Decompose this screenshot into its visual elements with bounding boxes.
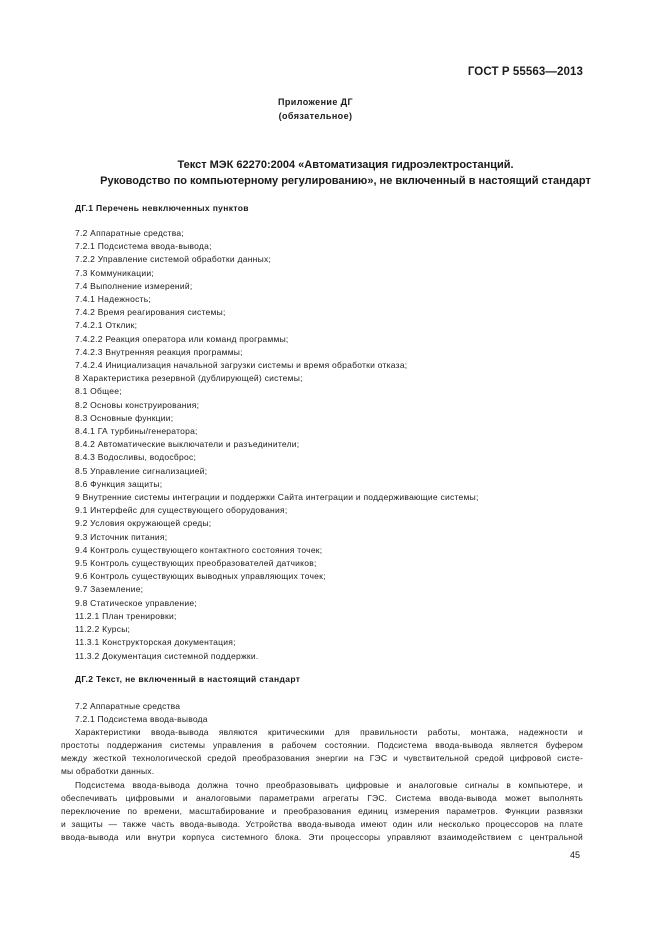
subsection-heading: 7.2.1 Подсистема ввода-вывода	[75, 714, 208, 725]
page-number: 45	[570, 850, 581, 860]
list-item: 8.5 Управление сигнализацией;	[75, 465, 208, 476]
appendix-header	[0, 95, 631, 123]
paragraph	[61, 726, 583, 778]
list-item: 8.4.2 Автоматические выключатели и разъединители;	[75, 439, 300, 450]
document-title	[60, 157, 631, 189]
title-line-2: Руководство по компьютерному регулированию», не включенный в настоящий стандарт	[100, 175, 591, 187]
list-item: 9.7 Заземление;	[75, 584, 144, 595]
list-item: 8.1 Общее;	[75, 386, 122, 397]
paragraph-line: ввода-вывода или внутри корпуса системного блока. Эти процессоры управляют взаимодействием с центральной	[61, 831, 583, 842]
list-item: 9 Внутренние системы интеграции и поддержки Сайта интеграции и поддерживающие системы;	[75, 492, 479, 503]
list-item: 7.4.2.2 Реакция оператора или команд программы;	[75, 333, 289, 344]
list-item: 9.1 Интерфейс для существующего оборудования;	[75, 505, 288, 516]
list-item: 8.3 Основные функции;	[75, 412, 174, 423]
paragraph-line: между жесткой технологической средой преобразования энергии на ГЭС и чувствительной средой цифровой систе-	[61, 753, 583, 764]
section-2-body	[61, 700, 583, 844]
list-item: 11.2.2 Курсы;	[75, 624, 131, 635]
paragraph-line: и защиты — также часть ввода-вывода. Устройства ввода-вывода имеют один или несколько процессоров на плате	[61, 818, 583, 829]
list-item: 11.2.1 План тренировки;	[75, 610, 177, 621]
list-item: 7.2.1 Подсистема ввода-вывода;	[75, 241, 212, 252]
appendix-note: (обязательное)	[278, 111, 353, 121]
list-item: 9.5 Контроль существующих преобразователей датчиков;	[75, 558, 317, 569]
list-item: 8.2 Основы конструирования;	[75, 399, 200, 410]
standard-number: ГОСТ Р 55563—2013	[467, 66, 583, 78]
excluded-items-list	[75, 227, 479, 663]
list-item: 8.6 Функция защиты;	[75, 478, 163, 489]
section-heading-2: ДГ.2 Текст, не включенный в настоящий стандарт	[75, 674, 301, 684]
list-item: 7.2 Аппаратные средства;	[75, 228, 184, 238]
paragraph-line: простоты поддержания системы управления в рабочем состоянии. Подсистема ввода-вывода является буфером	[61, 740, 583, 751]
paragraph-line: переключение по времени, масштабирование и преобразования единиц измерения параметров. Функции развязки	[61, 805, 583, 816]
list-item: 7.4.1 Надежность;	[75, 294, 152, 305]
section-heading-1: ДГ.1 Перечень невключенных пунктов	[75, 203, 249, 213]
list-item: 7.4.2.1 Отклик;	[75, 320, 138, 331]
paragraph-line: Подсистема ввода-вывода должна точно преобразовывать цифровые и аналоговые сигналы в компьютере, и	[75, 779, 583, 790]
list-item: 9.3 Источник питания;	[75, 531, 168, 542]
list-item: 7.3 Коммуникации;	[75, 267, 154, 278]
paragraph-line: обеспечивать цифровыми и аналоговыми параметрами агрегаты ГЭС. Система ввода-вывода может выполнять	[61, 792, 583, 803]
list-item: 7.4.2 Время реагирования системы;	[75, 307, 226, 318]
list-item: 9.8 Статическое управление;	[75, 597, 197, 608]
list-item: 7.4 Выполнение измерений;	[75, 280, 193, 291]
list-item: 8.4.1 ГА турбины/генератора;	[75, 426, 198, 437]
appendix-title: Приложение ДГ	[278, 97, 353, 107]
paragraph-line: Характеристики ввода-вывода являются критическими для правильности работы, монтажа, надежности и	[75, 727, 583, 738]
title-line-1: Текст МЭК 62270:2004 «Автоматизация гидроэлектростанций.	[177, 159, 514, 171]
list-item: 7.2.2 Управление системой обработки данных;	[75, 254, 272, 265]
list-item: 9.2 Условия окружающей среды;	[75, 518, 212, 529]
list-item: 7.4.2.4 Инициализация начальной загрузки системы и время обработки отказа;	[75, 360, 408, 371]
subsection-heading: 7.2 Аппаратные средства	[75, 701, 181, 711]
list-item: 11.3.2 Документация системной поддержки.	[75, 650, 259, 661]
list-item: 9.4 Контроль существующего контактного состояния точек;	[75, 544, 323, 555]
paragraph-line: мы обработки данных.	[61, 766, 155, 777]
list-item: 7.4.2.3 Внутренняя реакция программы;	[75, 346, 243, 357]
list-item: 11.3.1 Конструкторская документация;	[75, 637, 236, 648]
paragraph	[61, 779, 583, 844]
list-item: 9.6 Контроль существующих выводных управляющих точек;	[75, 571, 326, 582]
list-item: 8 Характеристика резервной (дублирующей) системы;	[75, 373, 303, 384]
list-item: 8.4.3 Водосливы, водосброс;	[75, 452, 197, 463]
